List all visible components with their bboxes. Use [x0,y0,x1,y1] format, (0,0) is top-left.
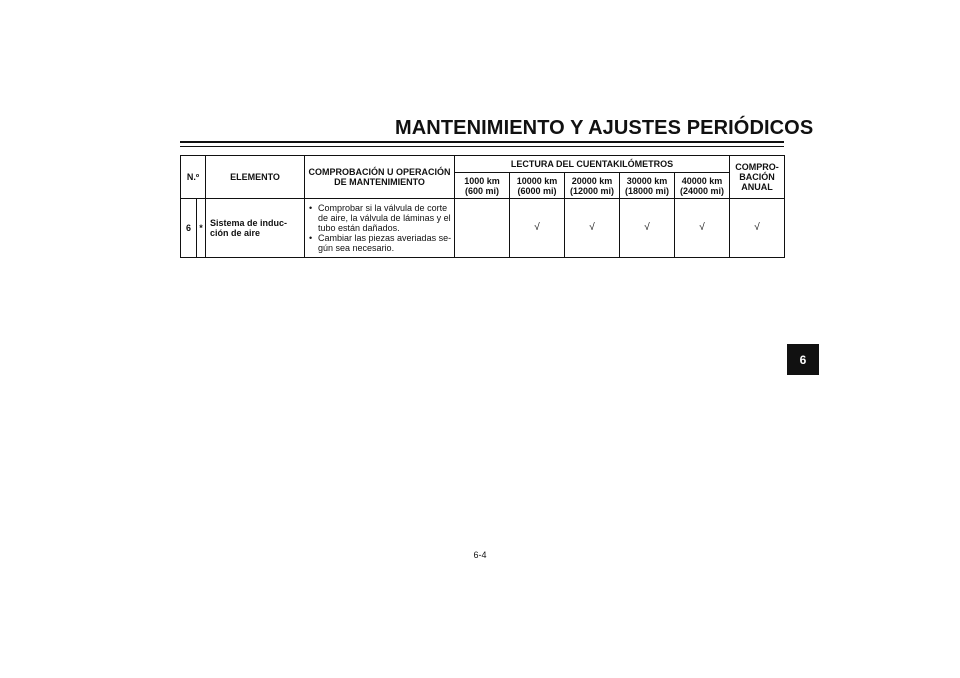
page-number: 6-4 [473,550,487,560]
header-interval [510,173,565,199]
check-cell [455,199,510,258]
header-interval [565,173,620,199]
row-element-line2: ción de aire [210,228,261,238]
operation-line: • Cambiar las piezas averiadas se- [318,233,452,243]
table-row [181,199,785,258]
operation-item [309,233,452,253]
chapter-tab: 6 [787,344,819,375]
interval-km: 10000 km [516,175,558,186]
interval-mi: (12000 mi) [570,185,615,196]
check-cell: √ [510,199,565,258]
check-cell: √ [730,199,785,258]
header-operation [305,156,455,199]
row-mark: * [197,199,206,258]
header-interval [675,173,730,199]
header-element: ELEMENTO [206,156,305,199]
header-annual [730,156,785,199]
interval-km: 40000 km [681,175,723,186]
header-odometer: LECTURA DEL CUENTAKILÓMETROS [455,156,730,173]
interval-km: 1000 km [464,175,500,186]
check-cell: √ [675,199,730,258]
row-element [206,199,305,258]
header-annual-line3: ANUAL [741,182,773,192]
header-operation-line1: COMPROBACIÓN U OPERACIÓN [308,167,451,177]
row-operations [305,199,455,258]
interval-mi: (18000 mi) [625,185,670,196]
header-annual-line1: COMPRO- [735,162,779,172]
header-no: N.º [181,156,206,199]
header-operation-line2: DE MANTENIMIENTO [334,177,425,187]
row-element-line1: Sistema de induc- [210,218,288,228]
interval-mi: (24000 mi) [680,185,725,196]
check-cell: √ [565,199,620,258]
check-cell: √ [620,199,675,258]
page-title: MANTENIMIENTO Y AJUSTES PERIÓDICOS [395,117,814,139]
interval-km: 20000 km [571,175,613,186]
maintenance-table [180,155,785,258]
header-annual-line2: BACIÓN [739,172,775,182]
interval-km: 30000 km [626,175,668,186]
title-rule [180,141,784,147]
operation-line: tubo están dañados. [318,223,400,233]
interval-mi: (600 mi) [465,185,500,196]
header-interval [620,173,675,199]
interval-mi: (6000 mi) [517,185,557,196]
row-number: 6 [181,199,197,258]
operation-line: gún sea necesario. [318,243,395,253]
header-interval [455,173,510,199]
operation-line: de aire, la válvula de láminas y el [318,213,451,223]
operation-item [309,203,452,233]
operation-line: • Comprobar si la válvula de corte [318,203,448,213]
